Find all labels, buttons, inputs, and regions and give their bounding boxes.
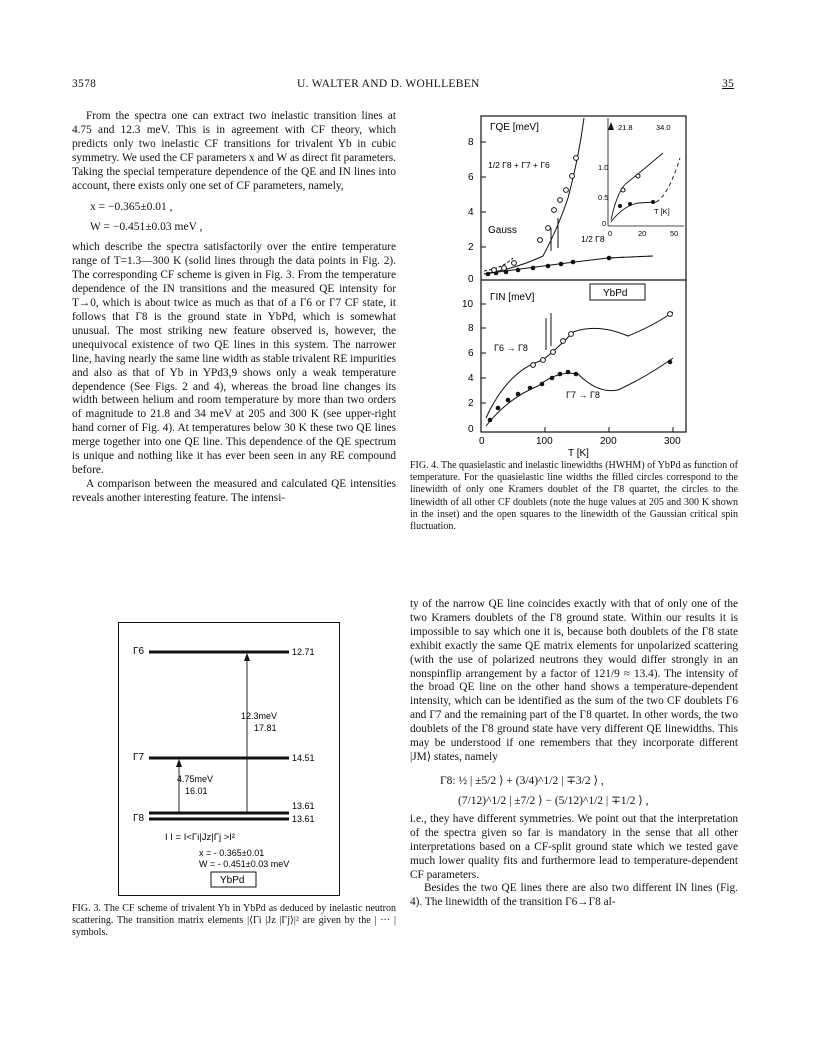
tick-label: 20 <box>638 229 647 238</box>
transition-high-energy: 12.3meV <box>241 711 278 721</box>
level-value-g8a: 13.61 <box>292 801 315 811</box>
tick-label: 0 <box>602 219 607 228</box>
volume-number: 35 <box>722 78 735 90</box>
inset-x-label: T [K] <box>654 207 670 216</box>
label-g7-g8: Γ7 → Γ8 <box>566 390 600 400</box>
tick-label: 200 <box>600 436 617 447</box>
equation-gamma8-line1: Γ8: ½ | ±5/2 ⟩ + (3/4)^1/2 | ∓3/2 ⟩ , <box>440 774 604 787</box>
label-sum: 1/2 Γ8 + Γ7 + Γ6 <box>488 160 550 170</box>
level-label-g7: Γ7 <box>133 752 145 763</box>
tick-label: 6 <box>468 172 474 183</box>
label-half-g8: 1/2 Γ8 <box>581 234 605 244</box>
top-y-axis <box>468 137 486 285</box>
tick-label: 8 <box>468 137 474 148</box>
paragraph: which describe the spectra satisfactorily over the entire temperature range of T=1.3—300 K (solid lines through the data points in Fig. 2). The corresponding CF scheme is given in Fig. 3. From the temperature dependence of the IN transitions and the measured QE intensity for T→0, which is about twice as much as that of a Γ6 or Γ7 CF state, it follows that Γ8 is the ground state in YbPd, which is somewhat unusual. The most striking new feature observed is, however, the unequivocal existence of two QE lines in this system. The narrower line, having nearly the same line width as stable trivalent RE impurities and also as that of Yb in YPd3,9 shows only a weak temperature dependence (See Figs. 2 and 4), whereas the broad line changes its width between helium and room temperature by more than two orders of magnitude to 21.8 and 34 meV at 205 and 300 K (see upper-right hand corner of Fig. 4). At temperatures below 30 K these two QE lines merge together into one QE line. This dependence of the QE spectrum is unique and nothing like it has ever been seen in any RE compound before. <box>72 241 396 476</box>
level-value-g8b: 13.61 <box>292 814 315 824</box>
x-axis <box>479 427 681 447</box>
tick-label: 4 <box>468 207 474 218</box>
arrow-head-icon <box>176 759 182 767</box>
g6-g8-points <box>531 312 673 368</box>
arrow-head-icon <box>244 653 250 661</box>
label-g6-g8: Γ6 → Γ8 <box>494 343 528 353</box>
matrix-element-label: I I = I<Γi|Jz|Γj >I² <box>165 832 236 843</box>
tick-label: 100 <box>536 436 553 447</box>
x-axis-label: T [K] <box>568 448 589 459</box>
tick-label: 300 <box>664 436 681 447</box>
tick-label: 0.5 <box>598 193 609 202</box>
inset-value-2: 34.0 <box>656 123 671 132</box>
broad-qe-points <box>492 156 579 273</box>
transition-high-value: 17.81 <box>254 723 277 733</box>
cf-scheme-diagram <box>119 623 339 895</box>
level-label-g8: Γ8 <box>133 813 145 824</box>
tick-label: 10 <box>462 299 474 310</box>
equation-w: W = −0.451±0.03 meV , <box>90 221 203 234</box>
compound-label: YbPd <box>603 288 628 299</box>
tick-label: 50 <box>670 229 679 238</box>
linewidth-plot <box>448 108 698 459</box>
g6-g8-curve <box>486 312 673 418</box>
figure-3-cf-scheme <box>118 622 340 896</box>
running-header-authors: U. WALTER AND D. WOHLLEBEN <box>297 78 480 90</box>
paragraph: From the spectra one can extract two inelastic transition lines at 4.75 and 12.3 meV. This is in agreement with CF theory, which predicts only two inelastic CF transitions for trivalent Yb in cubic symmetry. We used the CF parameters x and W as direct fit parameters. Taking the special temperature dependence of the QE and IN lines into account, there exists only one set of CF parameters, namely, <box>72 110 396 192</box>
equation-x: x = −0.365±0.01 , <box>90 201 173 214</box>
tick-label: 8 <box>468 323 474 334</box>
arrow-head-icon <box>608 122 614 130</box>
broad-qe-curve <box>484 118 584 274</box>
tick-label: 1.0 <box>598 163 609 172</box>
tick-label: 6 <box>468 348 474 359</box>
right-column <box>410 598 738 910</box>
figure-4-linewidths <box>448 108 698 459</box>
paragraph: Besides the two QE lines there are also two different IN lines (Fig. 4). The linewidth of the transition Γ6→Γ8 al- <box>410 882 738 909</box>
paragraph: A comparison between the measured and calculated QE intensities reveals another interesting feature. The intensi- <box>72 477 396 504</box>
equation-gamma8-line2: (7/12)^1/2 | ±7/2 ⟩ − (5/12)^1/2 | ∓1/2 ⟩ , <box>458 794 649 807</box>
paragraph: i.e., they have different symmetries. We point out that the interpretation of the spectra given so far is mandatory in the sense that all other interpretations based on a CF-split ground state which we tested gave much lower quality fits and furthermore lead to temperature-dependent CF parameters. <box>410 812 738 881</box>
tick-label: 0 <box>468 424 474 435</box>
tick-label: 0 <box>608 229 613 238</box>
bottom-y-label: ΓIN [meV] <box>490 292 535 303</box>
transition-low-value: 16.01 <box>185 786 208 796</box>
transition-low-energy: 4.75meV <box>177 774 214 784</box>
tick-label: 0 <box>479 436 485 447</box>
tick-label: 2 <box>468 398 474 409</box>
compound-label: YbPd <box>220 875 245 886</box>
left-column <box>72 110 396 506</box>
bottom-y-axis <box>462 299 486 435</box>
level-value-g7: 14.51 <box>292 753 315 763</box>
param-x: x = - 0.365±0.01 <box>199 848 265 858</box>
paragraph: ty of the narrow QE line coincides exactly with that of only one of the two Kramers doublets of the Γ8 ground state. Within our results it is impossible to say which one it is, because both doublets of the Γ8 state exhibit exactly the same QE matrix elements for unpolarized scattering (with the use of polarized neutrons they would differ strongly in an nonspinflip arrangement by a factor of 121/9 ≈ 13.4). The intensity of the broad QE line on the other hand shows a temperature-dependent intensity, which can be identified as the sum of the two CF doublets Γ6 and Γ7 and the remaining part of the Γ8 quartet. In other words, the two doublets of the Γ8 ground state have very different QE linewidths. This may be understood if one remembers that they incorporate different |JM⟩ states, namely <box>410 598 738 763</box>
figure-4-caption: FIG. 4. The quasielastic and inelastic linewidths (HWHM) of YbPd as function of temperature. For the quasielastic line widths the filled circles correspond to the linewidth of only one Kramers doublet of the Γ8 quartet, the circles to the linewidth of all other CF doublets (note the huge values at 205 and 300 K shown in the inset) and the open squares to the linewidth of the Gaussian critical spin fluctuation. <box>410 460 738 533</box>
level-value-g6: 12.71 <box>292 647 315 657</box>
figure-3-caption: FIG. 3. The CF scheme of trivalent Yb in YbPd as deduced by inelastic neutron scattering. The transition matrix elements |⟨Γi |Jz |Γj⟩|² are given by the | ··· | symbols. <box>72 903 396 939</box>
top-y-label: ΓQE [meV] <box>490 122 539 133</box>
tick-label: 0 <box>468 274 474 285</box>
param-w: W = - 0.451±0.03 meV <box>199 859 290 869</box>
level-label-g6: Γ6 <box>133 646 145 657</box>
tick-label: 4 <box>468 373 474 384</box>
label-gauss: Gauss <box>488 225 517 236</box>
page-number: 3578 <box>72 78 97 90</box>
inset-plot <box>598 118 684 238</box>
tick-label: 2 <box>468 242 474 253</box>
inset-value-1: 21.8 <box>618 123 633 132</box>
narrow-qe-curve <box>484 256 653 274</box>
